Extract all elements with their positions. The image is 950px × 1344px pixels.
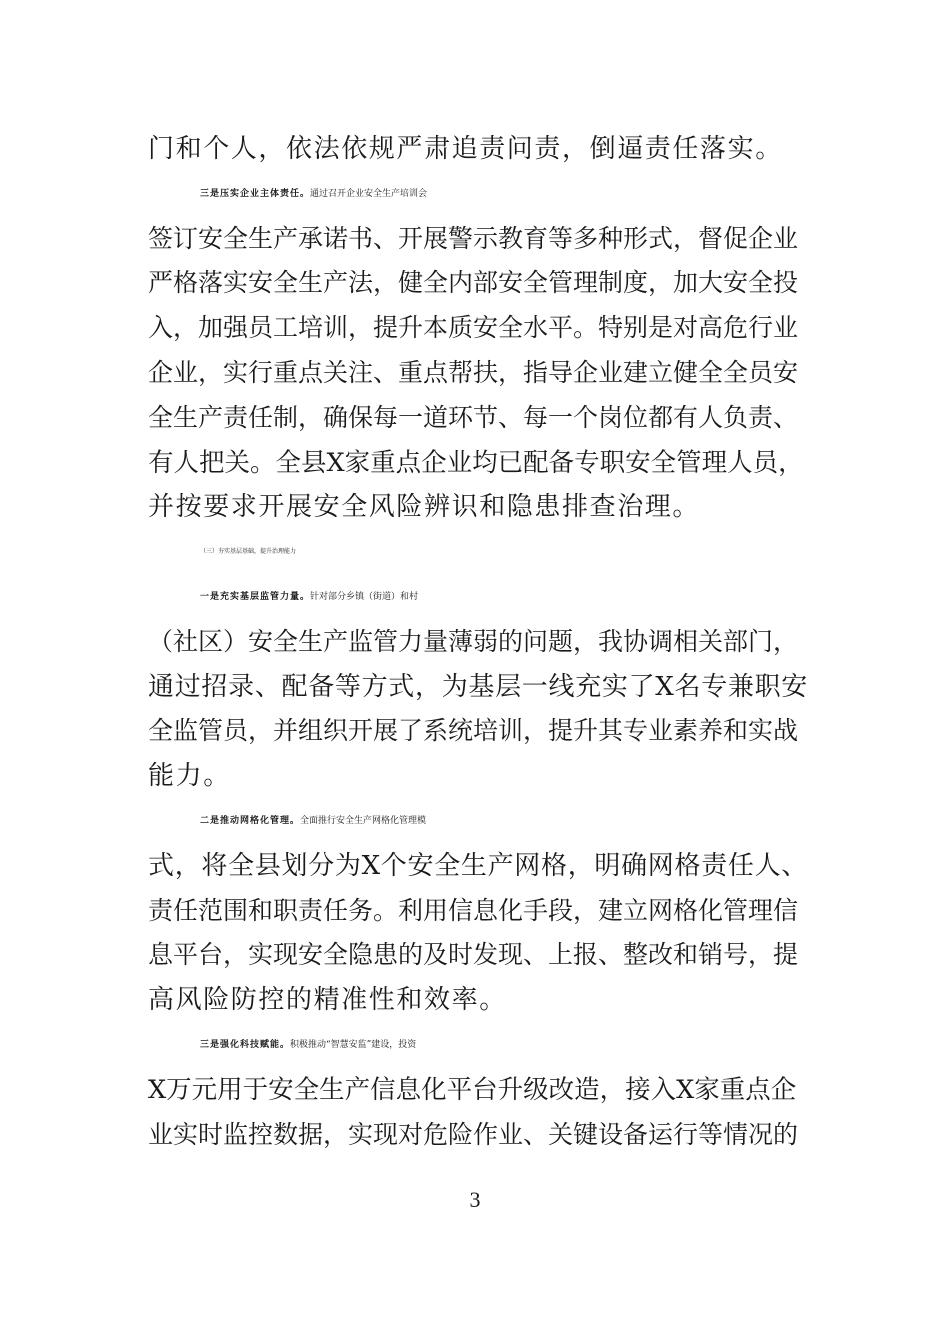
paragraph-line: 通过招录、配备等方式，为基层一线充实了X名专兼职安 [148, 672, 809, 702]
paragraph-line: X万元用于安全生产信息化平台升级改造，接入X家重点企 [148, 1075, 797, 1105]
paragraph-line: 三是压实企业主体责任。通过召开企业安全生产培训会 [200, 189, 428, 199]
paragraph-line: 三是强化科技赋能。积极推动“智慧安监”建设，投资 [200, 1040, 417, 1050]
paragraph-line: 有人把关。全县X家重点企业均已配备专职安全管理人员， [148, 448, 804, 478]
paragraph-line: 能力。 [148, 761, 231, 791]
paragraph-line: 并按要求开展安全风险辨识和隐患排查治理。 [148, 492, 701, 522]
paragraph-line: （社区）安全生产监管力量薄弱的问题，我协调相关部门， [148, 627, 799, 656]
paragraph-line: 全监管员，并组织开展了系统培训，提升其专业素养和实战 [148, 716, 799, 745]
paragraph-line: 全生产责任制，确保每一道环节、每一个岗位都有人负责、 [148, 403, 799, 432]
bold-lead: 二是推动网格化管理。 [200, 816, 301, 826]
paragraph-line: 高风险防控的精准性和效率。 [148, 985, 507, 1015]
paragraph-line: 企业，实行重点关注、重点帮扶，指导企业建立健全全员安 [148, 358, 799, 387]
paragraph-line: 一是充实基层监管力量。针对部分乡镇（街道）和村 [200, 592, 419, 602]
paragraph-line: 式，将全县划分为X个安全生产网格，明确网格责任人、 [148, 851, 809, 881]
paragraph-line: 业实时监控数据，实现对危险作业、关键设备运行等情况的 [148, 1120, 799, 1149]
bold-lead: 三是压实企业主体责任。 [200, 189, 311, 199]
bold-lead: 一是充实基层监管力量。 [200, 592, 311, 602]
paragraph-line: 二是推动网格化管理。全面推行安全生产网格化管理模 [200, 816, 427, 826]
section-heading: （三）夯实基层基础，提升治理能力 [200, 548, 297, 555]
paragraph-line: 签订安全生产承诺书、开展警示教育等多种形式，督促企业 [148, 224, 799, 253]
paragraph-line: 息平台，实现安全隐患的及时发现、上报、整改和销号，提 [148, 940, 799, 969]
paragraph-line: 门和个人，依法依规严肃追责问责，倒逼责任落实。 [148, 134, 783, 164]
paragraph-line: 严格落实安全生产法，健全内部安全管理制度，加大安全投 [148, 268, 799, 297]
paragraph-line: 入，加强员工培训，提升本质安全水平。特别是对高危行业 [148, 313, 799, 342]
bold-lead: 三是强化科技赋能。 [200, 1040, 291, 1050]
page-number: 3 [469, 1187, 481, 1212]
paragraph-line: 责任范围和职责任务。利用信息化手段，建立网格化管理信 [148, 896, 799, 925]
